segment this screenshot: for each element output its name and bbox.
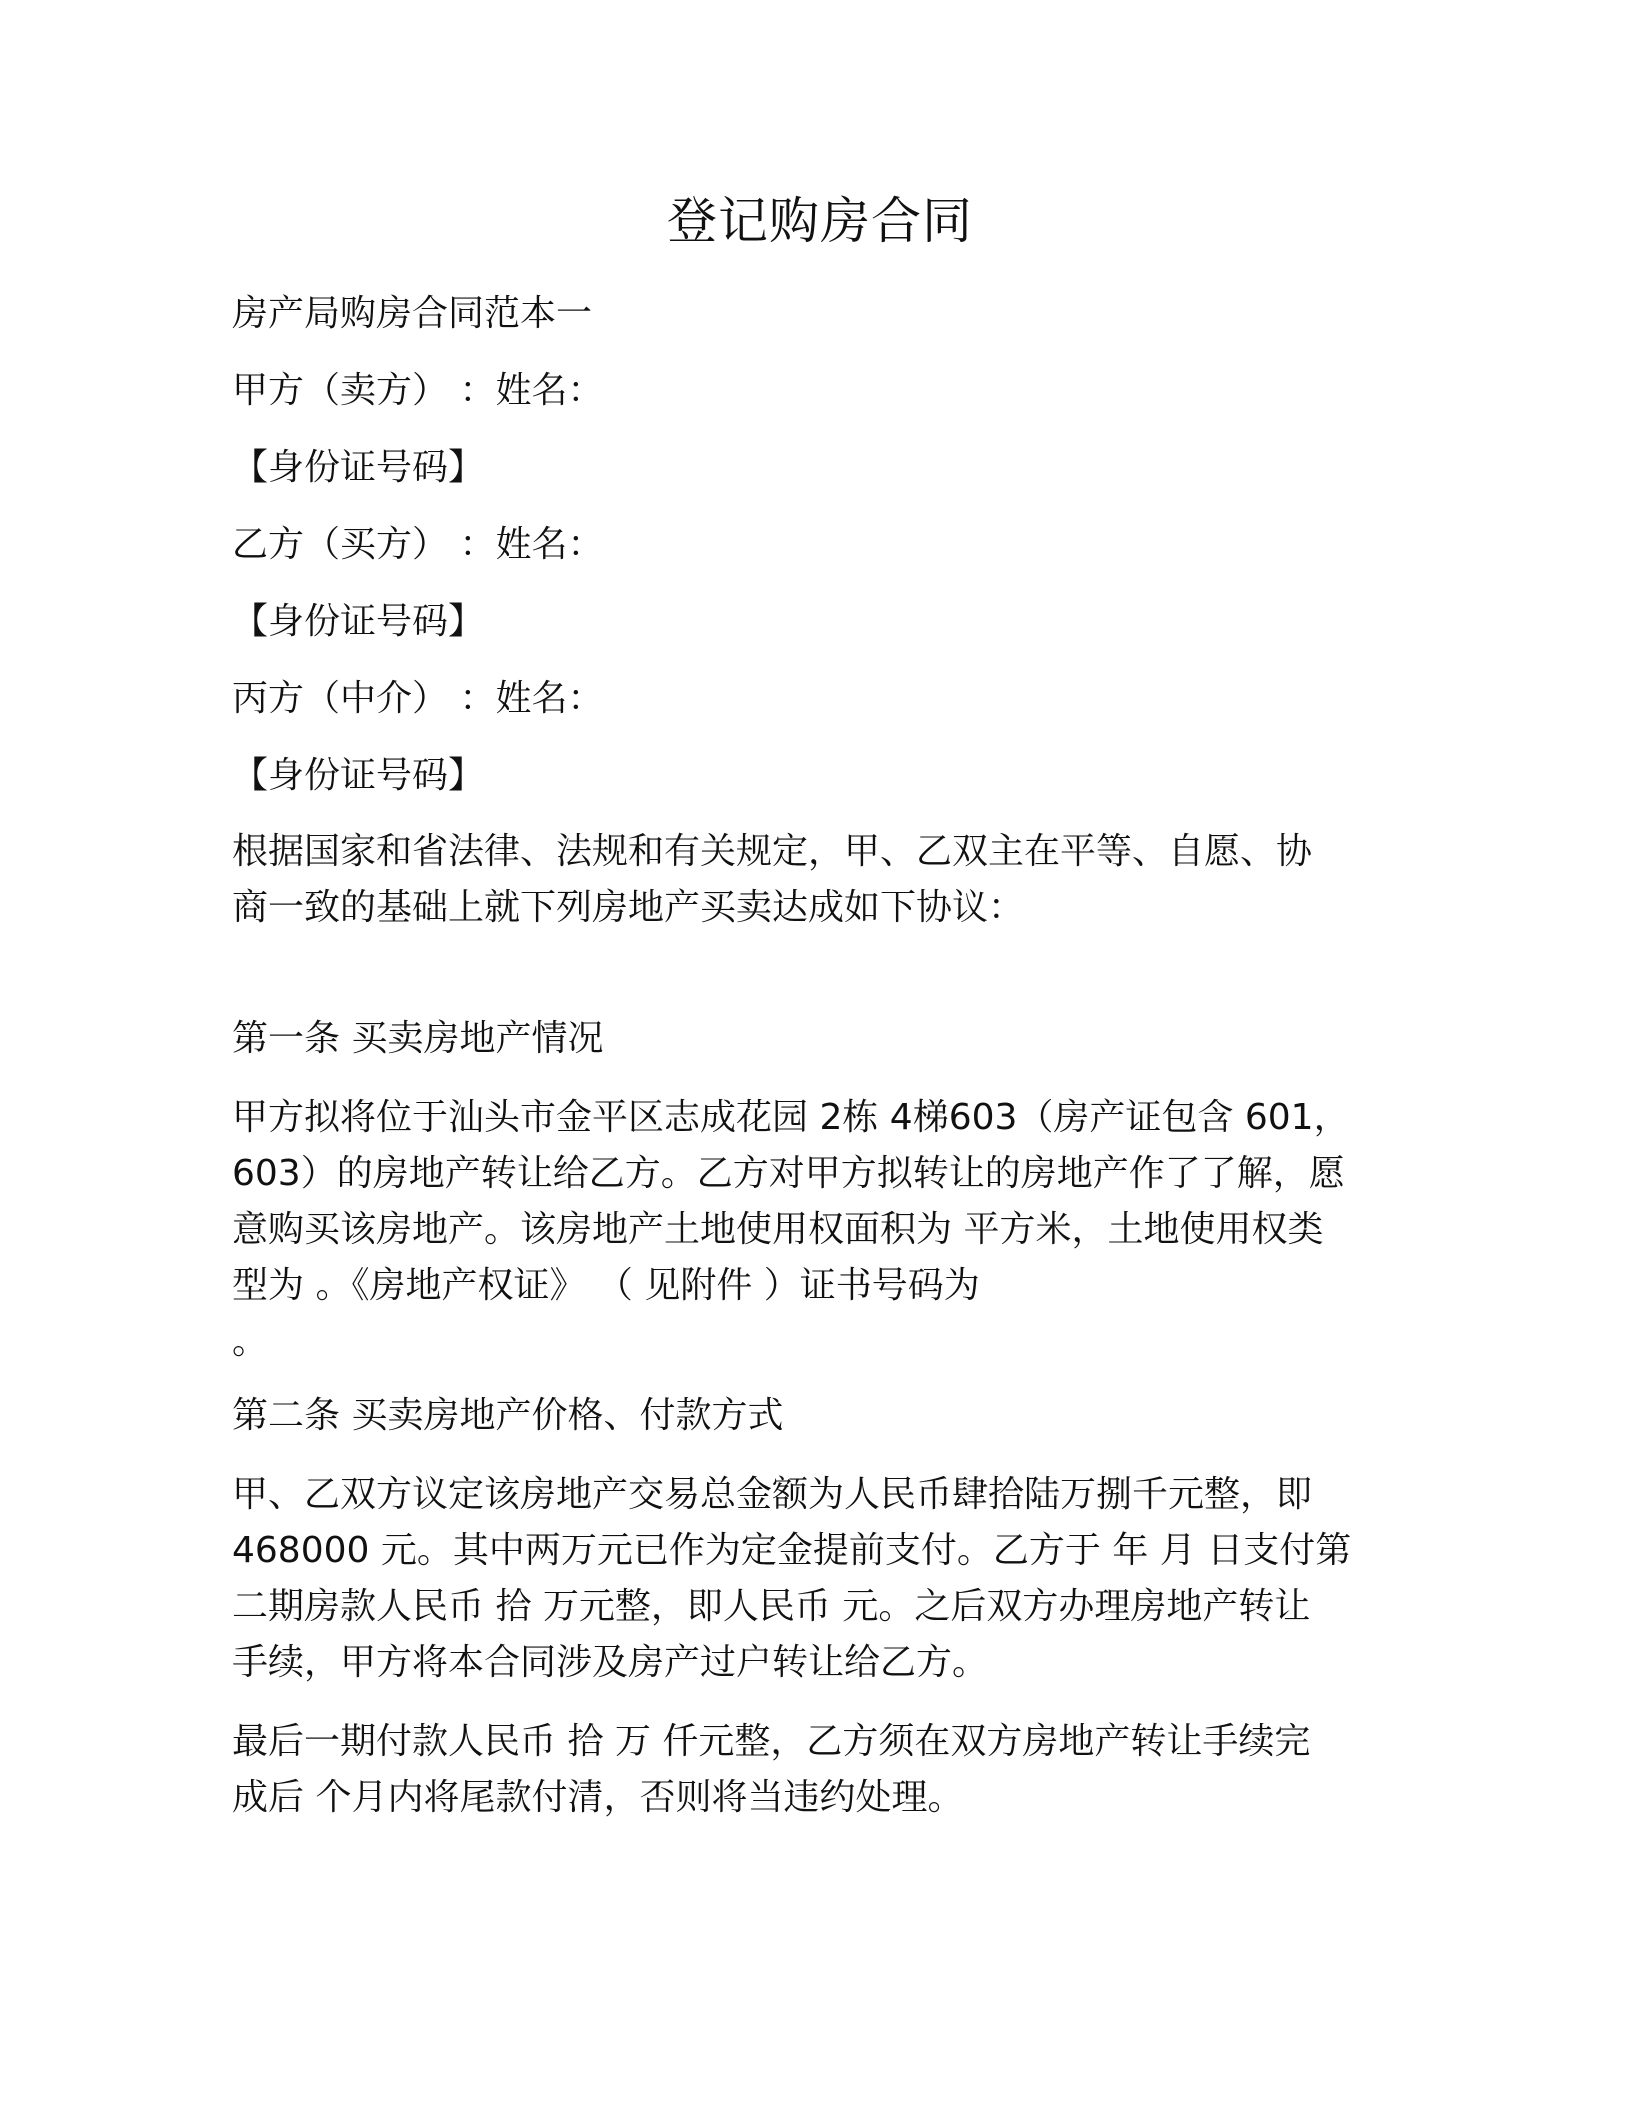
document-subtitle: 房产局购房合同范本一	[232, 293, 593, 334]
article-2-paragraph-2	[232, 1714, 1382, 1826]
party-b-id-line: 【身份证号码】	[232, 601, 485, 642]
party-a-id-line: 【身份证号码】	[232, 447, 485, 488]
article-2-line: 手续，甲方将本合同涉及房产过户转让给乙方。	[232, 1642, 989, 1683]
article-1-line: 型为 。《房地产权证》 （ 见附件 ）证书号码为	[232, 1265, 980, 1306]
intro-paragraph	[232, 824, 1382, 936]
article-2-heading: 第二条 买卖房地产价格、付款方式	[232, 1395, 784, 1436]
party-a-line: 甲方（卖方） ：姓名：	[232, 370, 604, 411]
article-2-line: 甲、乙双方议定该房地产交易总金额为人民币肆拾陆万捌千元整，即	[232, 1474, 1313, 1515]
article-1-heading: 第一条 买卖房地产情况	[232, 1018, 604, 1059]
article-2-paragraph-1	[232, 1467, 1382, 1691]
article-1-line: 。	[232, 1321, 269, 1362]
intro-line: 根据国家和省法律、法规和有关规定，甲、乙双主在平等、自愿、协	[232, 831, 1313, 872]
article-2-line: 成后 个月内将尾款付清，否则将当违约处理。	[232, 1777, 964, 1818]
article-1-line: 甲方拟将位于汕头市金平区志成花园 2栋 4梯603（房产证包含 601，	[232, 1097, 1350, 1138]
article-2-line: 最后一期付款人民币 拾 万 仟元整，乙方须在双方房地产转让手续完	[232, 1721, 1311, 1762]
intro-line: 商一致的基础上就下列房地产买卖达成如下协议：	[232, 887, 1025, 928]
article-1-line: 603）的房地产转让给乙方。乙方对甲方拟转让的房地产作了了解，愿	[232, 1153, 1345, 1194]
party-c-id-line: 【身份证号码】	[232, 755, 485, 796]
document-title: 登记购房合同	[667, 192, 973, 250]
article-2-line: 468000 元。其中两万元已作为定金提前支付。乙方于 年 月 日支付第	[232, 1530, 1352, 1571]
article-1-paragraph	[232, 1090, 1382, 1370]
party-b-line: 乙方（买方） ：姓名：	[232, 524, 604, 565]
party-c-line: 丙方（中介） ：姓名：	[232, 678, 604, 719]
article-2-line: 二期房款人民币 拾 万元整，即人民币 元。之后双方办理房地产转让	[232, 1586, 1311, 1627]
article-1-line: 意购买该房地产。该房地产土地使用权面积为 平方米，土地使用权类	[232, 1209, 1324, 1250]
